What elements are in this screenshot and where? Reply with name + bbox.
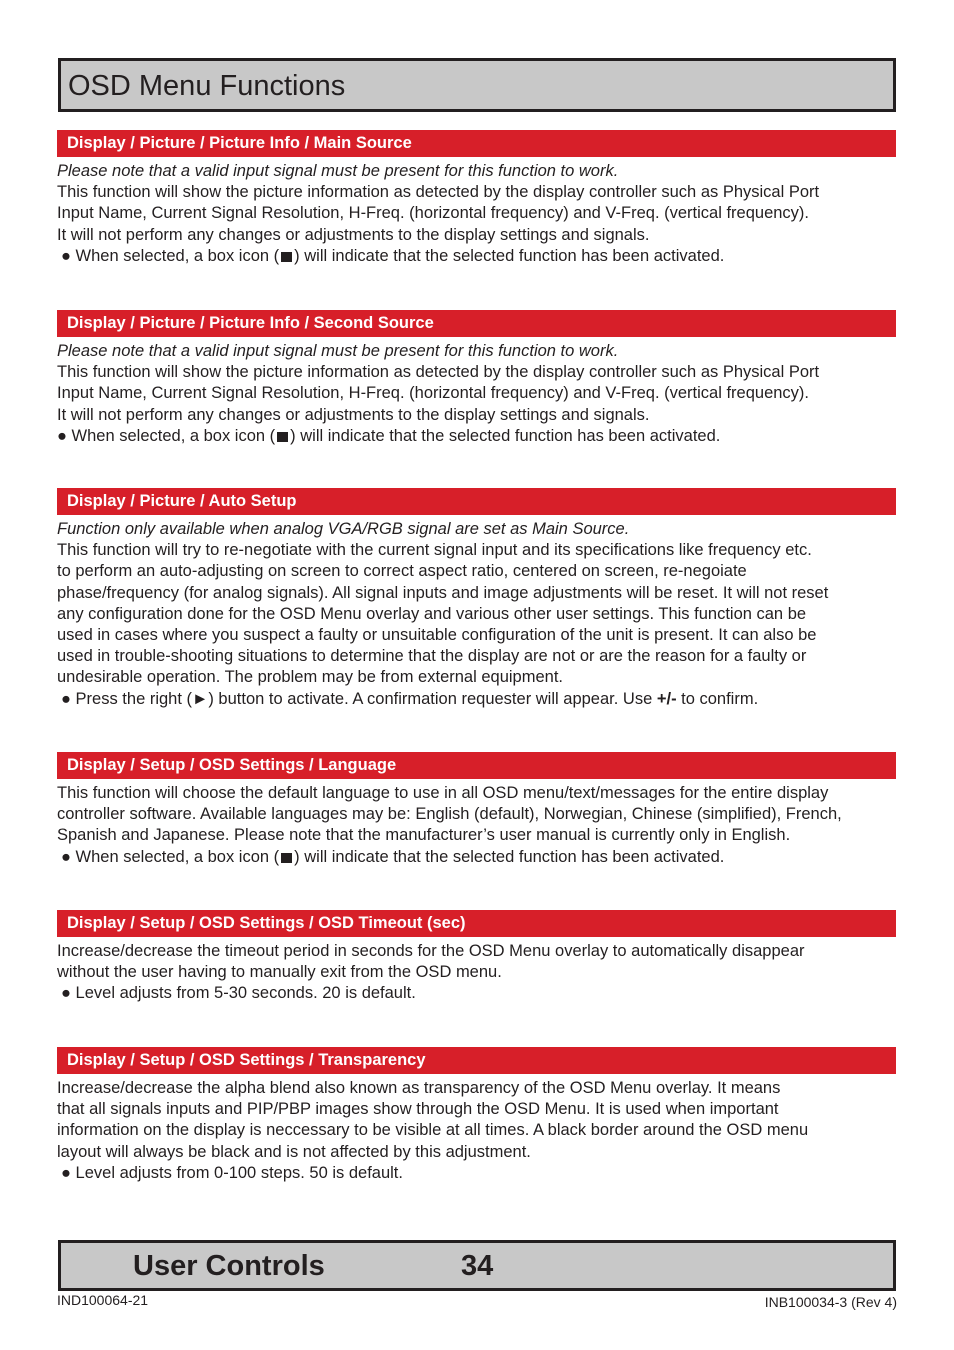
- box-icon: [277, 432, 288, 442]
- section-second-source: [57, 310, 896, 447]
- bullet-line: ● When selected, a box icon ( ) will indicate that the selected function has been activated.: [61, 246, 725, 265]
- body-line: Increase/decrease the timeout period in seconds for the OSD Menu overlay to automatically disappear: [57, 942, 805, 960]
- section-note: Please note that a valid input signal must be present for this function to work.: [57, 162, 619, 180]
- bullet-line: ● Level adjusts from 5-30 seconds. 20 is default.: [61, 984, 416, 1003]
- section-language: [57, 752, 896, 868]
- footer-title: User Controls: [133, 1250, 325, 1282]
- bullet-line: ● Level adjusts from 0-100 steps. 50 is default.: [61, 1163, 403, 1182]
- page-title-box: [58, 58, 896, 112]
- section-auto-setup: [57, 488, 896, 710]
- section-transparency: [57, 1047, 896, 1184]
- section-header: Display / Setup / OSD Settings / Transparency: [57, 1047, 896, 1074]
- bullet-line: ● Press the right (►) button to activate. A confirmation requester will appear. Use +/- to confirm.: [61, 689, 759, 708]
- doc-code-left: IND100064-21: [57, 1292, 149, 1308]
- page-title: OSD Menu Functions: [68, 70, 346, 102]
- body-line: Increase/decrease the alpha blend also known as transparency of the OSD Menu overlay. It means: [57, 1079, 781, 1097]
- body-line: used in cases where you suspect a faulty or unsuitable configuration of the unit is present. It can also be: [57, 626, 817, 645]
- section-main-source: [57, 130, 896, 267]
- section-header: Display / Setup / OSD Settings / Language: [57, 752, 896, 779]
- body-line: phase/frequency (for analog signals). All signal inputs and image adjustments will be reset. It will not reset: [57, 583, 829, 602]
- section-note: Please note that a valid input signal must be present for this function to work.: [57, 342, 619, 360]
- body-line: This function will try to re-negotiate with the current signal input and its specifications like frequency etc.: [57, 541, 812, 560]
- body-line: without the user having to manually exit from the OSD menu.: [57, 963, 502, 982]
- body-line: It will not perform any changes or adjustments to the display settings and signals.: [57, 225, 650, 244]
- body-line: any configuration done for the OSD Menu overlay and various other user settings. This function can be: [57, 604, 807, 623]
- body-line: Spanish and Japanese. Please note that the manufacturer’s user manual is currently only in English.: [57, 826, 791, 845]
- body-line: used in trouble-shooting situations to determine that the display are not or are the reason for a faulty or: [57, 647, 807, 666]
- doc-code-right: INB100034-3 (Rev 4): [764, 1294, 897, 1310]
- page-number: 34: [461, 1250, 494, 1282]
- box-icon: [281, 853, 292, 863]
- body-line: This function will choose the default language to use in all OSD menu/text/messages for the entire display: [57, 784, 829, 802]
- section-header: Display / Picture / Picture Info / Second Source: [57, 310, 896, 337]
- box-icon: [281, 252, 292, 262]
- body-line: to perform an auto-adjusting on screen to correct aspect ratio, centered on screen, re-negoiate: [57, 562, 747, 581]
- body-line: It will not perform any changes or adjustments to the display settings and signals.: [57, 405, 650, 424]
- body-line: Input Name, Current Signal Resolution, H-Freq. (horizontal frequency) and V-Freq. (vertical frequency).: [57, 204, 809, 223]
- body-line: This function will show the picture information as detected by the display controller such as Physical Port: [57, 183, 820, 202]
- body-line: Input Name, Current Signal Resolution, H-Freq. (horizontal frequency) and V-Freq. (vertical frequency).: [57, 384, 809, 403]
- body-line: controller software. Available languages may be: English (default), Norwegian, Chinese (simplified), French,: [57, 805, 842, 824]
- body-line: layout will always be black and is not affected by this adjustment.: [57, 1142, 531, 1161]
- body-line: information on the display is neccessary to be visible at all times. A black border around the OSD menu: [57, 1121, 809, 1140]
- body-line: that all signals inputs and PIP/PBP images show through the OSD Menu. It is used when important: [57, 1100, 779, 1119]
- plus-minus-key: +/-: [656, 689, 677, 708]
- body-line: undesirable operation. The problem may be from external equipment.: [57, 668, 563, 687]
- body-line: This function will show the picture information as detected by the display controller such as Physical Port: [57, 363, 820, 382]
- section-header: Display / Setup / OSD Settings / OSD Timeout (sec): [57, 910, 896, 937]
- section-header: Display / Picture / Picture Info / Main Source: [57, 130, 896, 157]
- footer-box: [58, 1240, 896, 1291]
- section-osd-timeout: [57, 910, 896, 1005]
- bullet-line: ● When selected, a box icon ( ) will indicate that the selected function has been activated.: [61, 847, 725, 866]
- section-header: Display / Picture / Auto Setup: [57, 488, 896, 515]
- section-note: Function only available when analog VGA/RGB signal are set as Main Source.: [57, 520, 630, 538]
- bullet-line: ● When selected, a box icon ( ) will indicate that the selected function has been activated.: [57, 426, 721, 445]
